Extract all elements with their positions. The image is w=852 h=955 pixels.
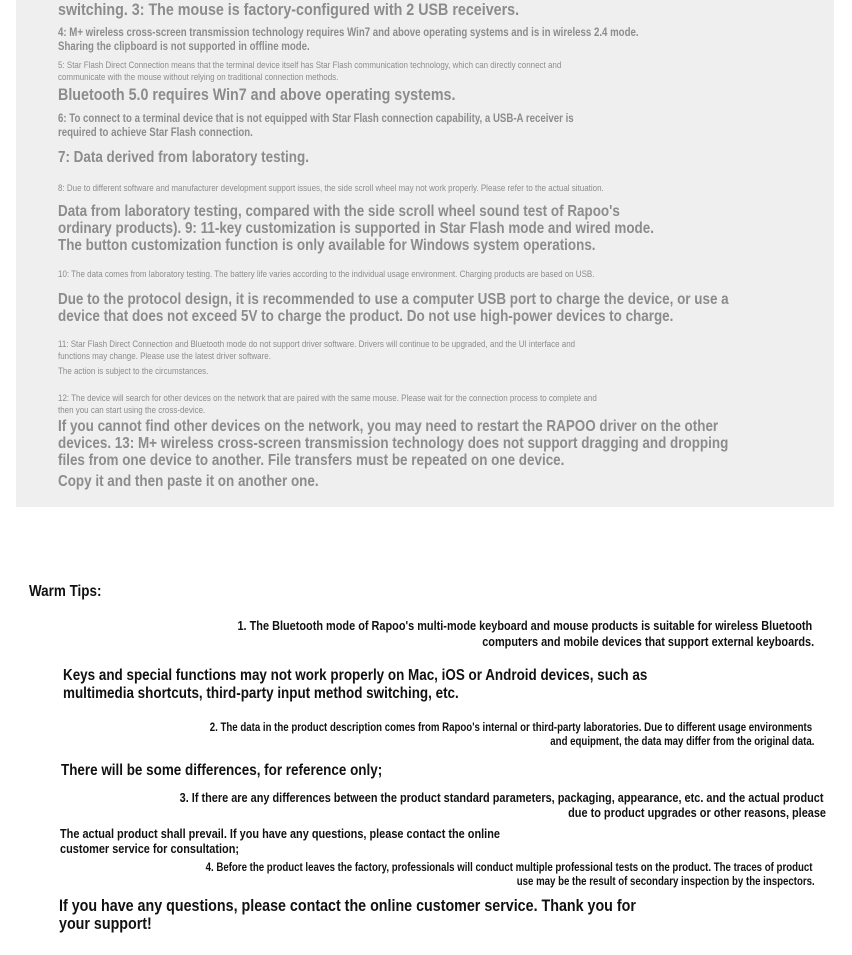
note-12b-line3: files from one device to another. File transfers must be repeated on one device. <box>58 452 565 469</box>
note-12-line1: 12: The device will search for other devices on the network that are paired with the same mouse. Please wait for the connection process to complete and <box>58 393 597 404</box>
tip-1b-line2: multimedia shortcuts, third-party input method switching, etc. <box>63 685 459 702</box>
tip-4b-line1: If you have any questions, please contact the online customer service. Thank you for <box>59 896 636 915</box>
tip-3b-line1: The actual product shall prevail. If you have any questions, please contact the online <box>60 826 500 841</box>
note-4-line1: 4: M+ wireless cross-screen transmission technology requires Win7 and above operating systems and is in wireless 2.4 mode. <box>58 27 639 39</box>
note-12b-line1: If you cannot find other devices on the network, you may need to restart the RAPOO driver on the other <box>58 418 719 435</box>
tip-2b: There will be some differences, for reference only; <box>61 762 383 779</box>
tip-1-line2: computers and mobile devices that support external keyboards. <box>482 634 814 649</box>
note-12b-line2: devices. 13: M+ wireless cross-screen transmission technology does not support dragging and dropping <box>58 435 729 452</box>
note-13b: Copy it and then paste it on another one. <box>58 473 319 490</box>
tip-1-line1: 1. The Bluetooth mode of Rapoo's multi-mode keyboard and mouse products is suitable for wireless Bluetooth <box>237 618 812 633</box>
note-5-line2: communicate with the mouse without relying on traditional connection methods. <box>58 72 339 83</box>
note-6-line2: required to achieve Star Flash connection. <box>58 127 253 139</box>
note-11-line3: The action is subject to the circumstances. <box>58 366 209 377</box>
tip-3b-line2: customer service for consultation; <box>60 841 240 856</box>
tip-3-line2: due to product upgrades or other reasons, please <box>568 805 826 820</box>
note-8b-line3: The button customization function is only available for Windows system operations. <box>58 237 596 254</box>
warm-tips-title: Warm Tips: <box>29 583 102 600</box>
tip-4-line2: use may be the result of secondary inspection by the inspectors. <box>517 876 815 888</box>
note-12-line2: then you can start using the cross-device. <box>58 405 206 416</box>
note-10b-line1: Due to the protocol design, it is recommended to use a computer USB port to charge the device, or use a <box>58 291 729 308</box>
note-3-tail: switching. 3: The mouse is factory-configured with 2 USB receivers. <box>58 0 520 19</box>
tip-3-line1: 3. If there are any differences between the product standard parameters, packaging, appearance, etc. and the actual product <box>180 790 824 805</box>
note-6-line1: 6: To connect to a terminal device that is not equipped with Star Flash connection capability, a USB-A receiver is <box>58 113 574 125</box>
note-4-line2: Sharing the clipboard is not supported in offline mode. <box>58 41 310 53</box>
note-10b-line2: device that does not exceed 5V to charge the product. Do not use high-power devices to charge. <box>58 308 674 325</box>
note-7: 7: Data derived from laboratory testing. <box>58 149 309 166</box>
note-11-line1: 11: Star Flash Direct Connection and Bluetooth mode do not support driver software. Drivers will continue to be upgraded, and the UI interface and <box>58 339 576 350</box>
note-11-line2: functions may change. Please use the latest driver software. <box>58 351 271 362</box>
note-8b-line1: Data from laboratory testing, compared with the side scroll wheel sound test of Rapoo's <box>58 203 620 220</box>
tip-2-line1: 2. The data in the product description comes from Rapoo's internal or third-party laboratories. Due to different usage environments <box>209 722 812 734</box>
note-8: 8: Due to different software and manufacturer development support issues, the side scroll wheel may not work properly. Please refer to the actual situation. <box>58 183 604 194</box>
tip-4b-line2: your support! <box>59 914 152 933</box>
tip-2-line2: and equipment, the data may differ from the original data. <box>549 736 814 748</box>
note-5-line1: 5: Star Flash Direct Connection means that the terminal device itself has Star Flash communication technology, which can directly connect and <box>58 60 562 71</box>
note-5-bluetooth: Bluetooth 5.0 requires Win7 and above operating systems. <box>58 85 456 104</box>
tip-4-line1: 4. Before the product leaves the factory, professionals will conduct multiple professional tests on the product. The traces of product <box>205 862 812 874</box>
note-8b-line2: ordinary products). 9: 11-key customization is supported in Star Flash mode and wired mode. <box>58 220 654 237</box>
note-10: 10: The data comes from laboratory testing. The battery life varies according to the individual usage environment. Charging products are based on USB. <box>58 269 595 280</box>
tip-1b-line1: Keys and special functions may not work properly on Mac, iOS or Android devices, such as <box>63 667 648 684</box>
